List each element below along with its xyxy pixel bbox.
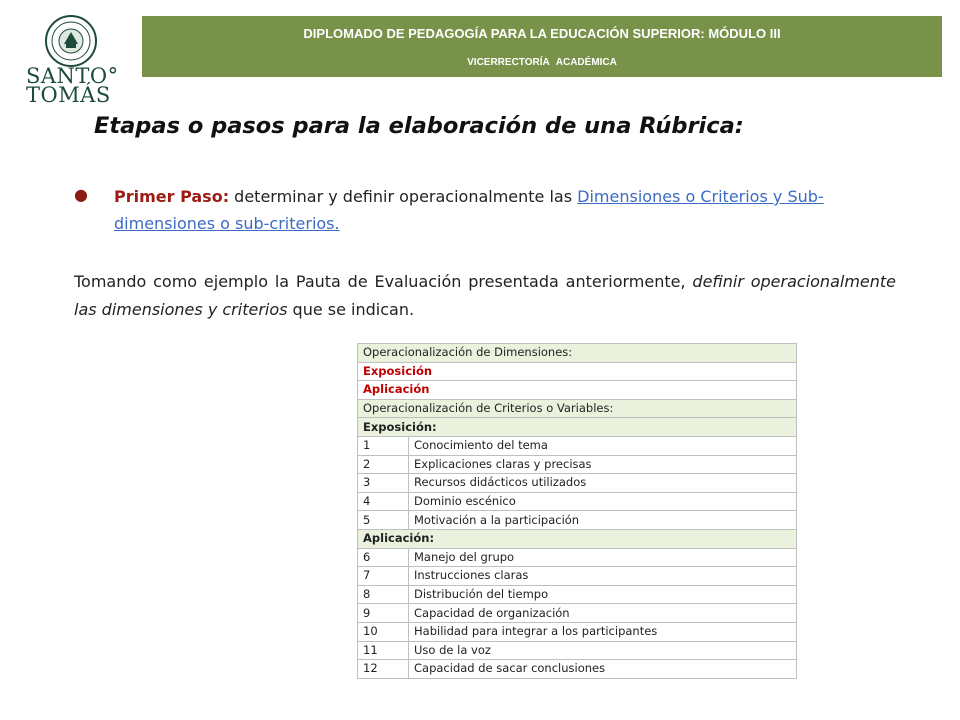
row-number: 2	[358, 455, 409, 474]
table-row	[358, 474, 797, 493]
banner-title: DIPLOMADO DE PEDAGOGÍA PARA LA EDUCACIÓN SUPERIOR: MÓDULO III	[303, 26, 781, 41]
row-number: 3	[358, 474, 409, 493]
bullet-dot-icon: ●	[74, 185, 88, 204]
table-row	[358, 381, 797, 400]
table-row	[358, 455, 797, 474]
row-label: Capacidad de organización	[409, 604, 797, 623]
row-number: 10	[358, 622, 409, 641]
logo-text-tomas: TOMÁS	[26, 83, 111, 107]
table-row	[358, 436, 797, 455]
bullet-label: Primer Paso:	[114, 187, 230, 206]
table-row	[358, 622, 797, 641]
row-number: 9	[358, 604, 409, 623]
table-row	[358, 362, 797, 381]
row-number: 1	[358, 436, 409, 455]
row-label: Manejo del grupo	[409, 548, 797, 567]
table-row	[358, 492, 797, 511]
criteria-header: Operacionalización de Criterios o Variables:	[358, 399, 797, 418]
row-number: 11	[358, 641, 409, 660]
table-row	[358, 548, 797, 567]
row-label: Uso de la voz	[409, 641, 797, 660]
logo-text-santo: SANTO°	[26, 64, 119, 88]
row-label: Explicaciones claras y precisas	[409, 455, 797, 474]
bullet-text	[114, 183, 896, 237]
bullet-body: determinar y definir operacionalmente las	[229, 187, 578, 206]
row-number: 4	[358, 492, 409, 511]
instruction-paragraph	[74, 268, 896, 324]
group-exposicion: Exposición:	[358, 418, 797, 437]
table-header-row	[358, 344, 797, 363]
row-number: 8	[358, 585, 409, 604]
row-number: 12	[358, 660, 409, 679]
row-label: Capacidad de sacar conclusiones	[409, 660, 797, 679]
table-row	[358, 660, 797, 679]
table-row	[358, 641, 797, 660]
row-label: Conocimiento del tema	[409, 436, 797, 455]
row-label: Motivación a la participación	[409, 511, 797, 530]
table-row	[358, 585, 797, 604]
table-row	[358, 567, 797, 586]
row-label: Recursos didácticos utilizados	[409, 474, 797, 493]
group-aplicacion: Aplicación:	[358, 529, 797, 548]
paragraph-part2: que se indican.	[287, 300, 415, 319]
paragraph-italic: definir operacionalmente las dimensiones y criterios	[74, 272, 897, 319]
header-banner	[142, 16, 942, 77]
university-seal-icon	[44, 14, 98, 68]
row-number: 7	[358, 567, 409, 586]
row-label: Dominio escénico	[409, 492, 797, 511]
row-number: 5	[358, 511, 409, 530]
table-group-row	[358, 418, 797, 437]
table-row	[358, 604, 797, 623]
banner-subtitle: VICERRECTORÍA ACADÉMICA	[467, 57, 617, 68]
row-number: 6	[358, 548, 409, 567]
table-row	[358, 511, 797, 530]
dimension-exposicion: Exposición	[358, 362, 797, 381]
row-label: Habilidad para integrar a los participantes	[409, 622, 797, 641]
dimensions-header: Operacionalización de Dimensiones:	[358, 344, 797, 363]
table-group-row	[358, 529, 797, 548]
table-header-row	[358, 399, 797, 418]
dimensions-link[interactable]: Dimensiones o Criterios y Sub-dimensiones o sub-criterios.	[114, 187, 824, 233]
paragraph-part1: Tomando como ejemplo la Pauta de Evaluación presentada anteriormente,	[74, 272, 693, 291]
slide-heading: Etapas o pasos para la elaboración de una Rúbrica:	[94, 113, 744, 139]
operationalization-table	[357, 343, 797, 679]
dimension-aplicacion: Aplicación	[358, 381, 797, 400]
santo-tomas-logo	[26, 14, 122, 107]
row-label: Instrucciones claras	[409, 567, 797, 586]
row-label: Distribución del tiempo	[409, 585, 797, 604]
